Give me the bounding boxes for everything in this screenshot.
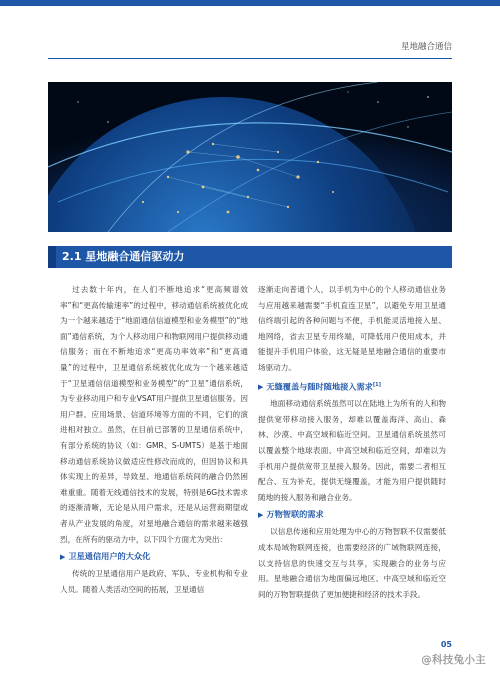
left-column	[60, 282, 248, 597]
section-heading	[48, 246, 452, 268]
section-title: 2.1 星地融合通信驱动力	[62, 250, 185, 263]
top-accent-bar	[0, 0, 500, 6]
triangle-bullet-icon: ▶	[258, 511, 264, 520]
earth-network-image	[48, 82, 452, 232]
running-header: 星地融合通信	[400, 42, 452, 52]
paragraph-drivers-intro: 过去数十年内，在人们不断地追求“更高频谱效率”和“更高传输速率”的过程中，移动通信系统被优化成为一个越来越适于“地面通信信道模型和业务模型”的“地面”通信系统，为个人移动用户和物联网用户提供移动通信服务；而在不断地追求“更高功率效率”和“更高通量”的过程中，卫星通信系统被优化成为一个越来越适于“卫星通信信道模型和业务模型”的“卫星”通信系统，为专业移动用户和专业VSAT用户提供卫星通信服务。因用户群、应用场景、信道环境等方面的不同，它们的演进相对独立。虽然，在目前已部署的卫星通信系统中，有部分系统的协议（如：GMR、S-UMTS）是基于地面移动通信系统协议做适应性修改而成的，但因协议和具体实现上的差异，导致星、地通信系统间的融合仍然困难重重。随着无线通信技术的发展，特别是6G技术需求的逐渐清晰，无论是从用户需求，还是从运营商期望或者从产业发展的角度，对星地融合通信的需求越来越强烈，在所有的驱动力中，以下四个方面尤为突出：	[60, 285, 248, 544]
subheading-popularization-text: 卫星通信用户的大众化	[68, 551, 151, 562]
paragraph-popularization-continued: 逐渐走向普通个人，以手机为中心的个人移动通信业务与应用越来越需要“手机直连卫星”，以避免专用卫星通信终端引起的各种问题与不便，手机能灵活地接入星、地网络，省去卫星专用终端，可降低用户使用成本，并能提升手机用户体验，这无疑是星地融合通信的重要市场驱动力。	[258, 285, 446, 372]
section-heading-tab	[48, 246, 56, 268]
triangle-bullet-icon: ▶	[258, 383, 264, 392]
subheading-seamless-coverage	[258, 377, 446, 396]
subheading-popularization	[60, 548, 248, 565]
header-divider	[48, 58, 452, 59]
citation-ref: [1]	[372, 381, 381, 388]
paragraph-popularization: 传统的卫星通信用户是政府、军队、专业机构和专业人员。随着人类活动空间的拓展，卫星通信	[60, 569, 248, 594]
paragraph-seamless-coverage: 地面移动通信系统虽然可以在陆地上为所有的人和物提供宽带移动接入服务，却难以覆盖海洋、高山、森林、沙漠、中高空域和临近空间。卫星通信系统虽然可以覆盖整个地球表面、中高空域和临近空间，却难以为手机用户提供宽带卫星接入服务。因此，需要二者相互配合、互为补充，提供无缝覆盖，才能为用户提供随时随地的接入服务和融合业务。	[258, 399, 446, 502]
triangle-bullet-icon: ▶	[60, 553, 66, 562]
earth-illustration	[48, 82, 452, 232]
paragraph-iot: 以信息传递和应用处理为中心的万物智联不仅需要低成本局域物联网连接，也需要经济的广域物联网连接，以支持信息的快速交互与共享，实现融合的业务与应用。星地融合通信为地面偏远地区、中高空域和临近空间的万物智联提供了更加便捷和经济的技术手段。	[258, 527, 446, 599]
subheading-seamless-coverage-text: 无缝覆盖与随时随地接入需求	[266, 381, 373, 392]
watermark: @科技兔小主	[421, 654, 486, 666]
page-number: 05	[440, 640, 452, 649]
subheading-iot-text: 万物智联的需求	[266, 509, 324, 520]
right-column	[258, 282, 446, 602]
subheading-iot	[258, 506, 446, 523]
